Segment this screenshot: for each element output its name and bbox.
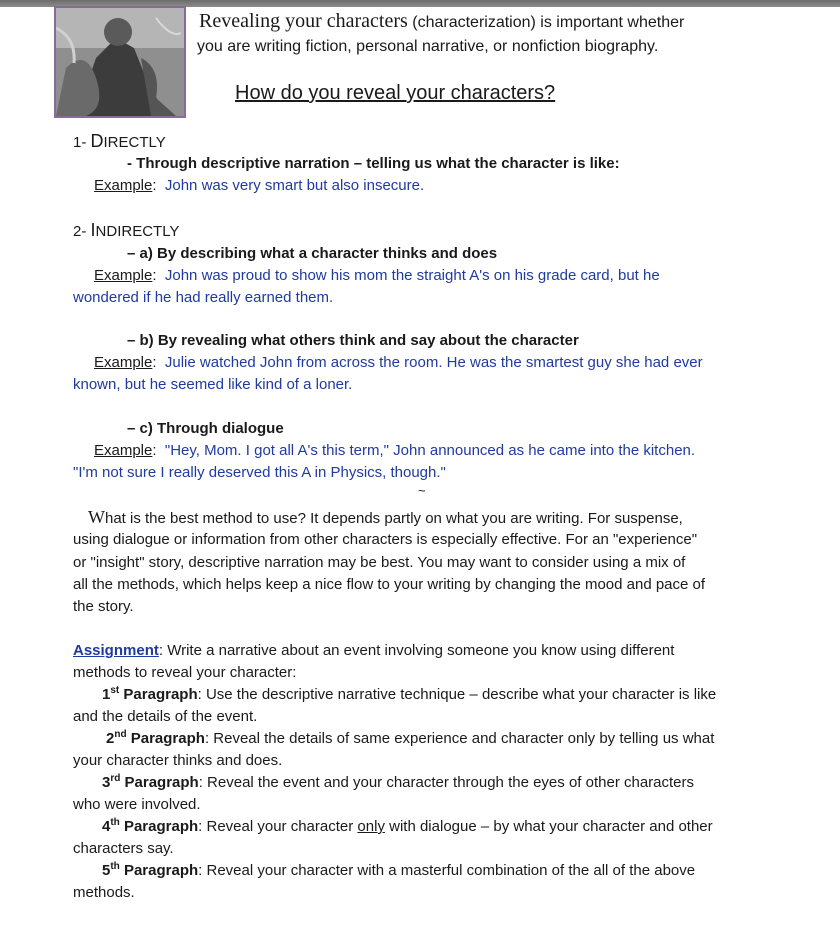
header-subtitle: you are writing fiction, personal narrative, or nonfiction biography.: [197, 38, 659, 55]
p5-text: : Reveal your character with a masterful combination of the all of the above: [198, 862, 696, 879]
example-text: Julie watched John from across the room. He was the smartest guy she had ever: [164, 354, 703, 371]
section2b-example-line2: known, but he seemed like kind of a loner.: [73, 376, 353, 393]
section2-heading: [73, 219, 179, 243]
p1-num: 1: [102, 686, 111, 703]
example-text: John was proud to show his mom the straight A's on his grade card, but he: [164, 267, 660, 284]
method-line3: or "insight" story, descriptive narration may be best. You may want to consider using a mix of: [73, 554, 686, 571]
assignment-intro: : Write a narrative about an event involving someone you know using different: [158, 642, 675, 659]
paragraph-5-line2: methods.: [73, 884, 135, 901]
section1-cap: D: [90, 131, 104, 151]
example-text: John was very smart but also insecure.: [164, 177, 425, 194]
method-line1: [88, 506, 683, 530]
paragraph-3-line2: who were involved.: [73, 796, 201, 813]
p2-text: : Reveal the details of same experience and character only by telling us what: [204, 730, 715, 747]
paragraph-3-line1: [102, 772, 694, 794]
assignment-intro-line2: methods to reveal your character:: [73, 664, 297, 681]
para-word: Paragraph: [119, 862, 199, 879]
p3-num: 3: [102, 774, 111, 791]
example-label: Example: [94, 442, 153, 459]
assignment-label: Assignment: [73, 642, 159, 659]
example-label: Example: [94, 177, 153, 194]
assignment-intro-line1: [73, 640, 674, 662]
paragraph-1-line1: [102, 684, 716, 706]
section2a-example-line2: wondered if he had really earned them.: [73, 289, 334, 306]
method-line5: the story.: [73, 598, 134, 615]
section2c-head: – c) Through dialogue: [127, 420, 284, 437]
section1-desc: - Through descriptive narration – telling us what the character is like:: [127, 155, 620, 172]
section2c-example-line2: "I'm not sure I really deserved this A in Physics, though.": [73, 464, 446, 481]
method-line1-text: hat is the best method to use? It depends partly on what you are writing. For suspense,: [105, 510, 683, 527]
tilde-divider: ~: [418, 483, 426, 498]
example-label: Example: [94, 354, 153, 371]
method-line4: all the methods, which helps keep a nice flow to your writing by changing the mood and pace of: [73, 576, 706, 593]
character-photo: [54, 6, 186, 118]
para-word: Paragraph: [119, 686, 198, 703]
example-label: Example: [94, 267, 153, 284]
header-title-rest: (characterization) is important whether: [407, 14, 685, 31]
section2-rest: NDIRECTLY: [95, 223, 180, 240]
paragraph-1-line2: and the details of the event.: [73, 708, 258, 725]
section1-example: Example: John was very smart but also insecure.: [94, 177, 425, 194]
method-line2: using dialogue or information from other characters is especially effective. For an "experience": [73, 531, 698, 548]
p5-sup: th: [110, 861, 120, 872]
p3-sup: rd: [110, 773, 121, 784]
section2-number: 2-: [73, 223, 87, 240]
paragraph-4-line1: [102, 816, 713, 838]
section2-cap: I: [90, 220, 96, 240]
paragraph-2-line2: your character thinks and does.: [73, 752, 283, 769]
section1-heading: [73, 130, 166, 154]
p4-text-b: with dialogue – by what your character and other: [384, 818, 713, 835]
header-title-bold: Revealing your characters: [199, 10, 408, 32]
section1-rest: IRECTLY: [103, 134, 166, 151]
paragraph-5-line1: [102, 860, 695, 882]
p2-num: 2: [106, 730, 115, 747]
section2a-example-line1: Example: John was proud to show his mom the straight A's on his grade card, but he: [94, 267, 660, 284]
para-word: Paragraph: [119, 818, 199, 835]
section2b-head: – b) By revealing what others think and say about the character: [127, 332, 579, 349]
p4-num: 4: [102, 818, 111, 835]
p3-text: : Reveal the event and your character through the eyes of other characters: [198, 774, 695, 791]
section2a-head: – a) By describing what a character thinks and does: [127, 245, 498, 262]
para-word: Paragraph: [126, 730, 205, 747]
section2c-example-line1: Example: "Hey, Mom. I got all A's this term," John announced as he came into the kitchen.: [94, 442, 696, 459]
paragraph-2-line1: [106, 728, 714, 750]
p4-sup: th: [110, 817, 120, 828]
p4-only: only: [357, 818, 385, 835]
p4-text-a: : Reveal your character: [198, 818, 358, 835]
question-heading: How do you reveal your characters?: [235, 82, 556, 104]
paragraph-4-line2: characters say.: [73, 840, 174, 857]
para-word: Paragraph: [120, 774, 199, 791]
method-dropcap: W: [88, 507, 105, 527]
section2b-example-line1: Example: Julie watched John from across the room. He was the smartest guy she had ever: [94, 354, 703, 371]
p2-sup: nd: [114, 729, 127, 740]
p1-text: : Use the descriptive narrative technique – describe what your character is like: [197, 686, 717, 703]
p5-num: 5: [102, 862, 111, 879]
example-text: "Hey, Mom. I got all A's this term," John announced as he came into the kitchen.: [164, 442, 696, 459]
section1-number: 1-: [73, 134, 87, 151]
header-title: [199, 8, 684, 36]
p1-sup: st: [110, 685, 120, 696]
